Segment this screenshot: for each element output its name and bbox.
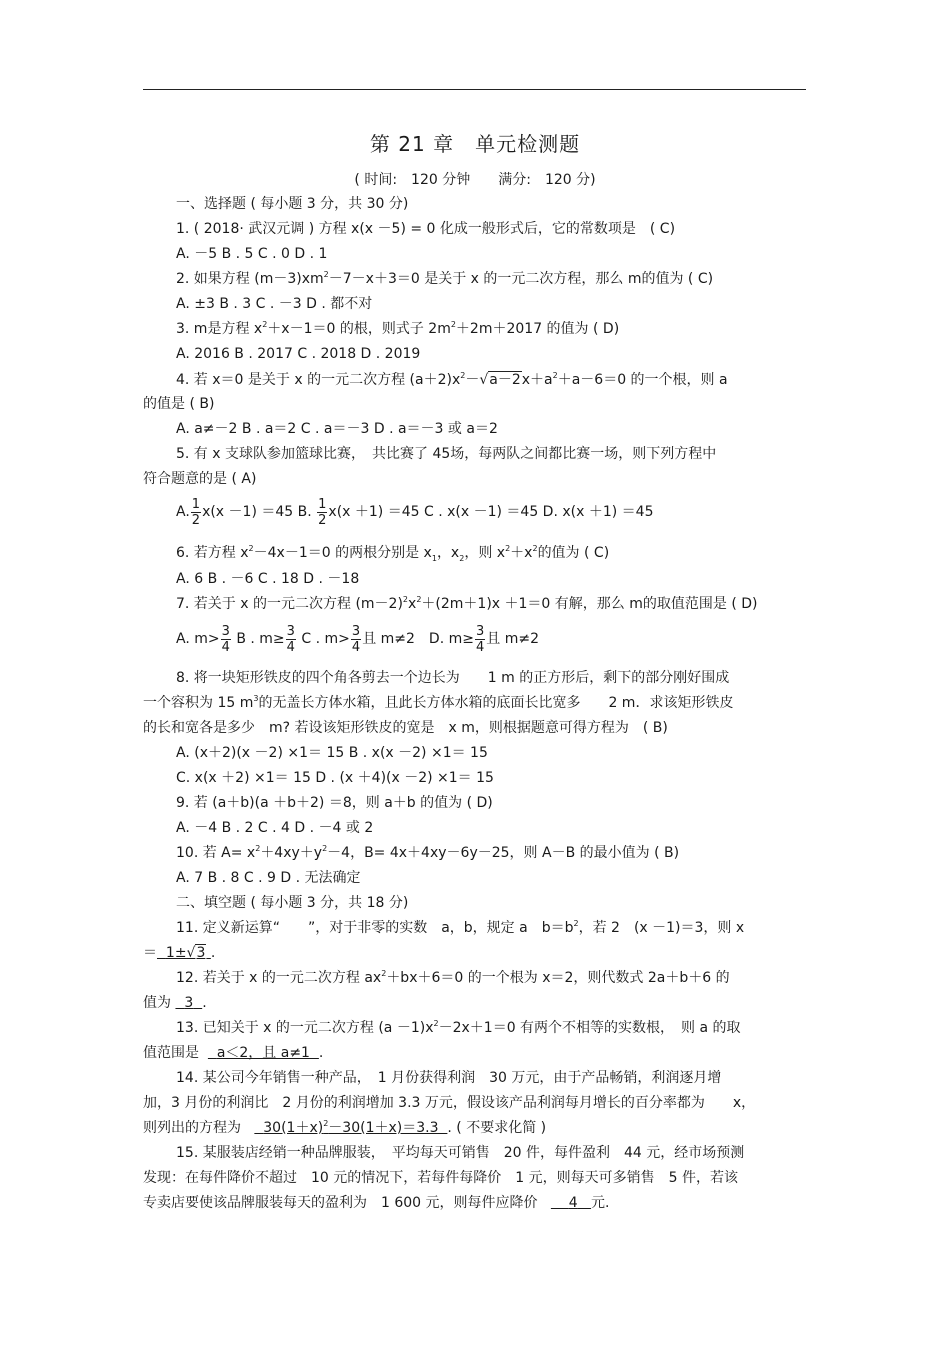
question-10: 10. 若 $A= x^2+4xy+y^2-4$，B= 4x＋4xy－6y－25，则 A－B 的最小值为 ( B) bbox=[176, 844, 680, 861]
question-11: 11. 定义新运算“ ”，对于非零的实数 a，b，规定 a $b=b^2$，若 2 (x －1)＝3，则 x bbox=[176, 919, 745, 936]
fraction: $\frac{1}{2}$ bbox=[318, 496, 327, 528]
question-5: 5. 有 x 支球队参加篮球比赛， 共比赛了 45场，每两队之间都比赛一场，则下列方程中 bbox=[176, 446, 717, 462]
fraction: $\frac{3}{4}$ bbox=[221, 623, 230, 655]
question-1-options: A. －5 B . 5 C . 0 D . 1 bbox=[176, 246, 328, 262]
answer-blank: a＜2，且 a≠1 bbox=[216, 1045, 310, 1061]
question-4-options: A. a≠－2 B . a＝2 C . a＝－3 D . a＝－3 或 a＝2 bbox=[176, 421, 498, 437]
question-14: 14. 某公司今年销售一种产品， 1 月份获得利润 30 万元，由于产品畅销，利润逐月增 bbox=[176, 1070, 722, 1086]
fraction: $\frac{3}{4}$ bbox=[351, 623, 361, 655]
question-13-cont: 值范围是 a＜2，且 a≠1 . bbox=[143, 1045, 324, 1061]
question-14-cont: 则列出的方程为 $30(1+x)^2-30(1+x)=3.3$ . ( 不要求化简 ) bbox=[143, 1119, 547, 1136]
exam-info: ( 时间: 120 分钟 满分: 120 分) bbox=[354, 172, 596, 188]
question-3: 3. m是方程 $x^2+x-1=0$ 的根，则式子 $2m^2+2m+2017$ 的值为 ( D) bbox=[176, 320, 620, 337]
answer-blank: 4 bbox=[568, 1195, 578, 1211]
answer-blank: 3 bbox=[184, 995, 194, 1011]
question-13: 13. 已知关于 x 的一元二次方程 $(a -1)x^2-2x+1=0$ 有两个不相等的实数根， 则 a 的取 bbox=[176, 1019, 741, 1036]
fraction: $\frac{3}{4}$ bbox=[475, 623, 485, 655]
question-10-options: A. 7 B . 8 C . 9 D . 无法确定 bbox=[176, 870, 361, 886]
fraction: $\frac{1}{2}$ bbox=[191, 496, 201, 528]
question-5-cont: 符合题意的是 ( A) bbox=[143, 471, 257, 487]
question-15-cont: 专卖店要使该品牌服装每天的盈利为 1 600 元，则每件应降价 4 元. bbox=[143, 1195, 610, 1211]
question-2-options: A. ±3 B . 3 C . －3 D . 都不对 bbox=[176, 296, 373, 312]
question-4-cont: 的值是 ( B) bbox=[143, 396, 215, 412]
question-8-options: C. x(x ＋2) ×1＝ 15 D . (x ＋4)(x －2) ×1＝ 15 bbox=[176, 770, 494, 786]
question-5-options: A. $\frac{1}{2}$ x(x －1) ＝45 B. $\frac{1}{2}$ x(x ＋1) ＝45 C . x(x －1) ＝45 D. x(x ＋1) ＝45 bbox=[176, 496, 654, 528]
question-6-options: A. 6 B . －6 C . 18 D . －18 bbox=[176, 571, 360, 587]
answer-blank: $30(1+x)^2-30(1+x)=3.3$ bbox=[263, 1119, 439, 1136]
question-7: 7. 若关于 x 的一元二次方程 $(m-2)^2x^2+(2m+1)x +1=0$ 有解，那么 m的取值范围是 ( D) bbox=[176, 595, 758, 612]
question-7-options: A. m> $\frac{3}{4}$ B . m≥ $\frac{3}{4}$ C . m> $\frac{3}{4}$ 且 m≠2 D. m≥ $\frac{3}{4}$ 且 m≠2 bbox=[176, 623, 539, 655]
question-4: 4. 若 x＝0 是关于 x 的一元二次方程 $(a+2)x^2-√a-2x+a^2+a-6=0$ 的一个根，则 a bbox=[176, 371, 728, 388]
question-8-options: A. (x＋2)(x －2) ×1＝ 15 B . x(x －2) ×1＝ 15 bbox=[176, 745, 488, 761]
fraction: $\frac{3}{4}$ bbox=[286, 623, 295, 655]
question-9: 9. 若 (a＋b)(a ＋b＋2) ＝8，则 a＋b 的值为 ( D) bbox=[176, 795, 493, 811]
question-8-cont: 一个容积为 15 $m^3$的无盖长方体水箱，且此长方体水箱的底面长比宽多 2 m．求该矩形铁皮 bbox=[143, 694, 734, 711]
question-12-cont: 值为 3 . bbox=[143, 995, 207, 1011]
question-15-cont: 发现：在每件降价不超过 10 元的情况下，若每件每降价 1 元，则每天可多销售 5 件，若该 bbox=[143, 1170, 738, 1186]
sqrt-symbol: √ bbox=[479, 372, 489, 388]
question-11-cont: ＝ 1±√3 . bbox=[143, 945, 216, 961]
question-9-options: A. －4 B . 2 C . 4 D . －4 或 2 bbox=[176, 820, 374, 836]
section-heading: 二、填空题 ( 每小题 3 分，共 18 分) bbox=[176, 895, 409, 911]
top-rule bbox=[143, 89, 806, 90]
question-2: 2. 如果方程 $(m-3)xm^2-7-x+3=0$ 是关于 x 的一元二次方程，那么 m的值为 ( C) bbox=[176, 270, 714, 287]
question-14-cont: 加，3 月份的利润比 2 月份的利润增加 3.3 万元，假设该产品利润每月增长的百分率都为 x， bbox=[143, 1095, 756, 1111]
question-1: 1. ( 2018· 武汉元调 ) 方程 x(x －5) = 0 化成一般形式后，它的常数项是 ( C) bbox=[176, 221, 676, 237]
question-3-options: A. 2016 B . 2017 C . 2018 D . 2019 bbox=[176, 346, 421, 362]
answer-blank: 1±√3 bbox=[165, 945, 206, 961]
question-8-cont: 的长和宽各是多少 m? 若设该矩形铁皮的宽是 x m，则根据题意可得方程为 ( B) bbox=[143, 720, 668, 736]
page-title: 第 21 章 单元检测题 bbox=[369, 132, 581, 156]
question-8: 8. 将一块矩形铁皮的四个角各剪去一个边长为 1 m 的正方形后，剩下的部分刚好围成 bbox=[176, 670, 730, 686]
question-12: 12. 若关于 x 的一元二次方程 $ax^2+bx+6=0$ 的一个根为 x＝2，则代数式 2a＋b＋6 的 bbox=[176, 969, 730, 986]
question-6: 6. 若方程 $x^2-4x-1=0$ 的两根分别是 $x_1$，$x_2$，则 $x^2+x^2$的值为 ( C) bbox=[176, 544, 610, 563]
section-heading: 一、选择题 ( 每小题 3 分，共 30 分) bbox=[176, 196, 409, 212]
question-15: 15. 某服装店经销一种品牌服装， 平均每天可销售 20 件，每件盈利 44 元，经市场预测 bbox=[176, 1145, 745, 1161]
